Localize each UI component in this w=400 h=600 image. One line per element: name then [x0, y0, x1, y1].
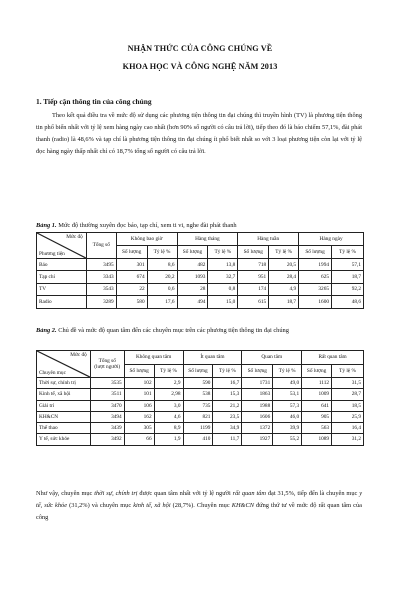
table-cell: 1600 [299, 296, 332, 308]
table1-group-header: Hàng tuần [238, 233, 299, 246]
table-cell: 17,6 [147, 296, 177, 308]
table-cell: 48,6 [332, 296, 364, 308]
row-label: Thể thao [37, 423, 91, 434]
row-label: TV [37, 283, 87, 295]
table-cell: 301 [116, 259, 147, 271]
table-cell: 1606 [242, 411, 273, 422]
paragraph-1: Theo kết quả điều tra về mức độ sử dụng các phương tiện thông tin đại chúng thì truyền hình (TV) là phương tiện thông tin phổ biến nhất với tỷ lệ xem hàng ngày cao nhất (hơn 90% số người có câu trả lời), tiếp theo đó là báo chiếm 57,1%, đài phát thanh (radio) là 48,6% và tạp chí là phương tiện thông tin đại chúng ít phổ biết nhất so với 3 loại phương tiện còn lại với tỷ lệ đọc hàng ngày thấp nhất chỉ có 18,7% tổng số người có câu trả lời. [36, 112, 362, 155]
table-cell: 66 [124, 434, 154, 445]
table1-sub-header: Số lượng [177, 246, 208, 259]
table1-caption-label: Bảng 1. [36, 222, 57, 229]
table-cell: 410 [183, 434, 213, 445]
table1-sub-header: Tỷ lệ % [147, 246, 177, 259]
row-total: 3439 [90, 423, 124, 434]
table-cell: 13,8 [208, 259, 238, 271]
section-heading: 1. Tiếp cận thông tin của công chúng [36, 97, 152, 106]
table-2 [36, 350, 364, 446]
table-cell: 4,9 [269, 283, 299, 295]
table-cell: 20,2 [147, 271, 177, 283]
table-cell: 53,1 [273, 389, 302, 400]
table-cell: 1199 [183, 423, 213, 434]
paragraph2-text: (28,7%). Chuyên mục [170, 502, 232, 509]
table-cell: 15,0 [208, 296, 238, 308]
table-cell: 538 [183, 389, 213, 400]
paragraph-2 [36, 488, 362, 524]
table-cell: 34,9 [213, 423, 242, 434]
table1-sub-header: Số lượng [116, 246, 147, 259]
table2-caption-label: Bảng 2. [36, 327, 57, 334]
table-cell: 57,1 [332, 259, 364, 271]
row-label: Giải trí [37, 400, 91, 411]
table-cell: 674 [116, 271, 147, 283]
table-cell: 28,7 [332, 389, 364, 400]
table2-sub-header: Tỷ lệ % [332, 365, 364, 378]
row-total: 3511 [90, 389, 124, 400]
table-cell: 57,3 [273, 400, 302, 411]
table-cell: 174 [238, 283, 269, 295]
table1-total-header: Tổng số [86, 233, 116, 259]
table-cell: 305 [124, 423, 154, 434]
table-cell: 162 [124, 411, 154, 422]
paragraph2-text: đạt 31,5%, tiếp đến là chuyên mục [266, 490, 360, 497]
table-cell: 3,0 [154, 400, 183, 411]
table-cell: 46,0 [273, 411, 302, 422]
table-cell: 106 [124, 400, 154, 411]
table-cell: 1863 [242, 389, 273, 400]
table-cell: 16,7 [213, 378, 242, 389]
paragraph2-emphasis: KH&CN [231, 502, 254, 509]
table1-group-header: Hàng tháng [177, 233, 238, 246]
table-cell: 32,7 [208, 271, 238, 283]
table-row [37, 283, 364, 295]
table-cell: 905 [302, 411, 332, 422]
table1-caption [36, 220, 366, 232]
table-cell: 1731 [242, 378, 273, 389]
table-cell: 1988 [242, 400, 273, 411]
table1-sub-header: Số lượng [299, 246, 332, 259]
table-cell: 494 [177, 296, 208, 308]
table-cell: 39,9 [273, 423, 302, 434]
row-label: Y tế, sức khỏe [37, 434, 91, 445]
paragraph2-text: được quan tâm nhất với tỷ lệ người [137, 490, 233, 497]
row-total: 3543 [86, 283, 116, 295]
row-total: 3289 [86, 296, 116, 308]
table1-sub-header: Số lượng [238, 246, 269, 259]
row-total: 3535 [90, 378, 124, 389]
table1-corner-bottom: Phương tiện [39, 250, 65, 257]
table1-group-header: Không bao giờ [116, 233, 177, 246]
table-cell: 101 [124, 389, 154, 400]
table-cell: 8,9 [154, 423, 183, 434]
table2-sub-header: Số lượng [302, 365, 332, 378]
row-total: 3495 [86, 259, 116, 271]
paragraph2-text: đứng thứ tư về mức độ rất quan tâm của công [36, 502, 362, 521]
table-cell: 92,2 [332, 283, 364, 295]
table-cell: 31,2 [332, 434, 364, 445]
table2-sub-header: Số lượng [183, 365, 213, 378]
table2-sub-header: Tỷ lệ % [273, 365, 302, 378]
table2-caption-text: Chủ đề và mức độ quan tâm đến các chuyên mục trên các phương tiện thông tin đại chúng [58, 327, 289, 334]
table-cell: 102 [124, 378, 154, 389]
table-row [37, 434, 364, 445]
title-line-2: KHOA HỌC VÀ CÔNG NGHỆ NĂM 2013 [122, 62, 278, 71]
table-cell: 615 [238, 296, 269, 308]
table-cell: 1009 [302, 389, 332, 400]
table-cell: 2,9 [154, 378, 183, 389]
row-label: Kinh tế, xã hội [37, 389, 91, 400]
table-cell: 11,7 [213, 434, 242, 445]
table2-sub-header: Tỷ lệ % [154, 365, 183, 378]
table-cell: 15,3 [213, 389, 242, 400]
table2-total-header: Tổng số (lượt người) [90, 351, 124, 378]
table-row [37, 411, 364, 422]
table-cell: 1093 [177, 271, 208, 283]
table-cell: 55,2 [273, 434, 302, 445]
table2-caption [36, 325, 366, 337]
table-cell: 25,9 [332, 411, 364, 422]
row-label: KH&CN [37, 411, 91, 422]
table-cell: 625 [299, 271, 332, 283]
table-cell: 28,4 [269, 271, 299, 283]
table-cell: 23,5 [213, 411, 242, 422]
table-cell: 590 [183, 378, 213, 389]
table-cell: 563 [302, 423, 332, 434]
table-cell: 16,4 [332, 423, 364, 434]
table2-group-header: Không quan tâm [124, 351, 183, 365]
table2-group-header: Ít quan tâm [183, 351, 242, 365]
table-cell: 1372 [242, 423, 273, 434]
table-row [37, 423, 364, 434]
table-cell: 1089 [302, 434, 332, 445]
row-label: Tạp chí [37, 271, 87, 283]
table-cell: 1927 [242, 434, 273, 445]
row-label: Radio [37, 296, 87, 308]
table1-sub-header: Tỷ lệ % [208, 246, 238, 259]
table-cell: 821 [183, 411, 213, 422]
table-cell: 735 [183, 400, 213, 411]
table2-corner-bottom: Chuyên mục [39, 369, 66, 376]
paragraph2-emphasis: y tế, sức khỏe [36, 490, 363, 509]
table-cell: 1994 [299, 259, 332, 271]
table-cell: 1,9 [154, 434, 183, 445]
table-cell: 28 [177, 283, 208, 295]
table-cell: 2,98 [154, 389, 183, 400]
table1-corner-header [37, 233, 87, 259]
table-cell: 18,7 [332, 271, 364, 283]
table2-sub-header: Tỷ lệ % [213, 365, 242, 378]
table-1 [36, 232, 364, 309]
table-cell: 482 [177, 259, 208, 271]
table-cell: 0,8 [208, 283, 238, 295]
paragraph2-emphasis: kinh tế, xã hội [133, 502, 171, 509]
table2-corner-header [37, 351, 91, 378]
row-total: 3492 [90, 434, 124, 445]
table-cell: 20,5 [269, 259, 299, 271]
paragraph2-text: Như vậy, chuyên mục [36, 490, 95, 497]
table1-sub-header: Tỷ lệ % [332, 246, 364, 259]
table-row [37, 378, 364, 389]
table-cell: 3265 [299, 283, 332, 295]
table-row [37, 259, 364, 271]
title-line-1: NHẬN THỨC CỦA CÔNG CHÚNG VỀ [127, 44, 273, 53]
table-cell: 22 [116, 283, 147, 295]
table-cell: 8,6 [147, 259, 177, 271]
table1-sub-header: Tỷ lệ % [269, 246, 299, 259]
table-cell: 641 [302, 400, 332, 411]
row-total: 3470 [90, 400, 124, 411]
paragraph2-emphasis: rất quan tâm [232, 490, 266, 497]
table-cell: 31,5 [332, 378, 364, 389]
table-cell: 0,6 [147, 283, 177, 295]
table-row [37, 296, 364, 308]
row-total: 3343 [86, 271, 116, 283]
table2-group-header: Rất quan tâm [302, 351, 364, 365]
table2-sub-header: Số lượng [242, 365, 273, 378]
table-cell: 21,2 [213, 400, 242, 411]
table-row [37, 400, 364, 411]
table1-corner-top: Mức độ [66, 234, 83, 240]
table-row [37, 271, 364, 283]
row-label: Báo [37, 259, 87, 271]
table2-corner-top: Mức độ [70, 352, 87, 358]
paragraph2-emphasis: thời sự, chính trị [94, 490, 138, 497]
table1-caption-text: Mức độ thường xuyên đọc báo, tạp chí, xem ti vi, nghe đài phát thanh [58, 222, 237, 229]
table-cell: 18,5 [332, 400, 364, 411]
paragraph2-text: (31,2%) và chuyên mục [67, 502, 134, 509]
table-row [37, 389, 364, 400]
table-cell: 1112 [302, 378, 332, 389]
table-cell: 580 [116, 296, 147, 308]
table-cell: 951 [238, 271, 269, 283]
row-total: 3494 [90, 411, 124, 422]
row-label: Thời sự, chính trị [37, 378, 91, 389]
table-cell: 718 [238, 259, 269, 271]
table1-group-header: Hàng ngày [299, 233, 364, 246]
table2-group-header: Quan tâm [242, 351, 302, 365]
table-cell: 4,6 [154, 411, 183, 422]
table-cell: 49,0 [273, 378, 302, 389]
table-cell: 18,7 [269, 296, 299, 308]
table2-sub-header: Số lượng [124, 365, 154, 378]
